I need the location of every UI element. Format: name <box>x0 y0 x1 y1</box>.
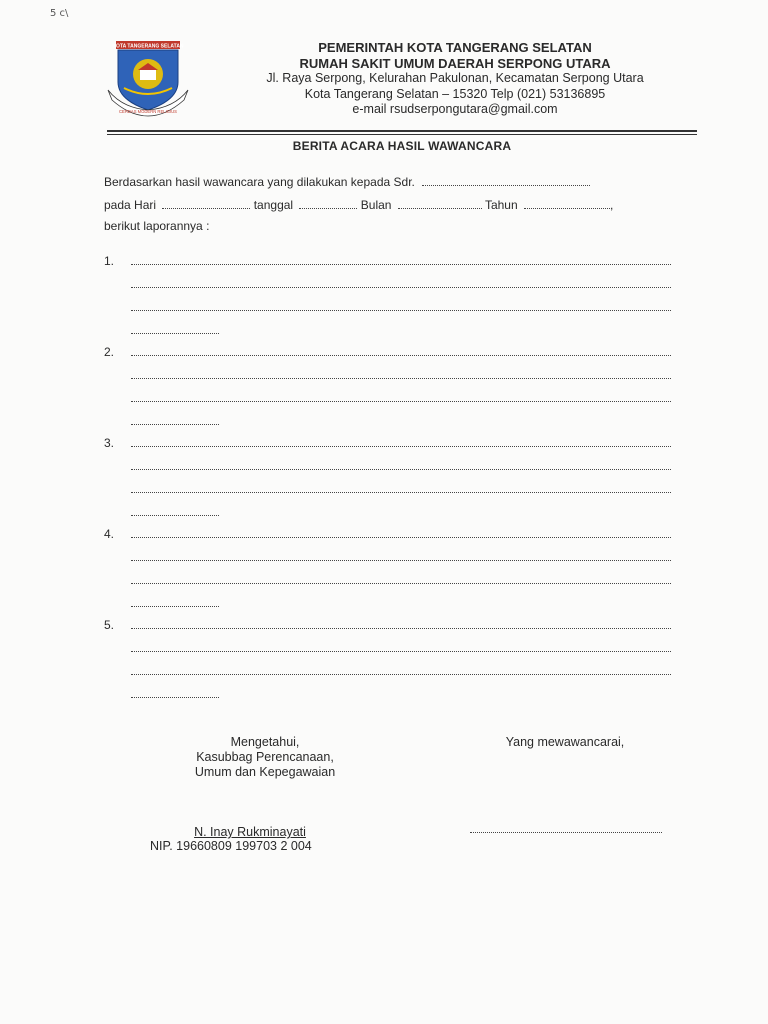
position-line-1: Kasubbag Perencanaan, <box>196 750 334 764</box>
header-divider-thin <box>107 134 697 135</box>
tahun-blank[interactable] <box>524 199 610 209</box>
item-2-line-1[interactable] <box>131 355 671 356</box>
item-1-line-3[interactable] <box>131 310 671 311</box>
interviewer-signature-blank[interactable] <box>470 832 662 833</box>
item-3-line-2[interactable] <box>131 469 671 470</box>
letterhead <box>210 40 700 118</box>
header-divider-thick <box>107 130 697 132</box>
svg-text:KOTA TANGERANG SELATAN: KOTA TANGERANG SELATAN <box>112 43 184 50</box>
position-line-2: Umum dan Kepegawaian <box>194 765 336 779</box>
item-5-line-2[interactable] <box>131 651 671 652</box>
acknowledged-label: Mengetahui, <box>230 735 300 749</box>
label-tanggal: tanggal <box>253 198 294 212</box>
item-number-1: 1. <box>104 254 115 268</box>
item-3-line-1[interactable] <box>131 446 671 447</box>
item-number-5: 5. <box>104 618 115 632</box>
item-1-line-1[interactable] <box>131 264 671 265</box>
bulan-blank[interactable] <box>398 199 482 209</box>
item-5-line-3[interactable] <box>131 674 671 675</box>
item-number-2: 2. <box>104 345 115 359</box>
intro-line <box>104 175 590 189</box>
item-5-line-1[interactable] <box>131 628 671 629</box>
header-city-phone: Kota Tangerang Selatan – 15320 Telp (021) 53136895 <box>304 86 606 101</box>
label-bulan: Bulan <box>360 198 392 212</box>
item-2-line-2[interactable] <box>131 378 671 379</box>
item-4-line-3[interactable] <box>131 583 671 584</box>
tanggal-blank[interactable] <box>299 199 357 209</box>
item-number-3: 3. <box>104 436 115 450</box>
item-3-line-3[interactable] <box>131 492 671 493</box>
signatory-name: N. Inay Rukminayati <box>194 825 306 839</box>
date-line-comma: , <box>610 198 614 212</box>
signatory-nip: NIP. 19660809 199703 2 004 <box>150 839 312 853</box>
item-4-line-1[interactable] <box>131 537 671 538</box>
item-2-line-4[interactable] <box>131 424 219 425</box>
label-hari: pada Hari <box>104 198 157 212</box>
label-tahun: Tahun <box>484 198 518 212</box>
header-address: Jl. Raya Serpong, Kelurahan Pakulonan, Kecamatan Serpong Utara <box>266 71 644 85</box>
header-email: e-mail rsudserpongutara@gmail.com <box>352 102 558 116</box>
name-blank[interactable] <box>422 176 590 186</box>
date-line <box>104 198 613 212</box>
item-1-line-4[interactable] <box>131 333 219 334</box>
header-hospital: RUMAH SAKIT UMUM DAERAH SERPONG UTARA <box>299 55 611 71</box>
item-5-line-4[interactable] <box>131 697 219 698</box>
item-4-line-4[interactable] <box>131 606 219 607</box>
interviewer-label: Yang mewawancarai, <box>505 735 625 749</box>
svg-text:CERDAS MODERN RELIGIUS: CERDAS MODERN RELIGIUS <box>119 109 177 114</box>
corner-handwritten-mark: 5 c\ <box>50 8 69 19</box>
item-1-line-2[interactable] <box>131 287 671 288</box>
header-government: PEMERINTAH KOTA TANGERANG SELATAN <box>318 40 592 55</box>
item-2-line-3[interactable] <box>131 401 671 402</box>
intro-text: Berdasarkan hasil wawancara yang dilakukan kepada Sdr. <box>104 175 415 189</box>
hari-blank[interactable] <box>162 199 250 209</box>
signature-block-interviewer <box>470 735 660 750</box>
signature-block-acknowledged <box>140 735 390 780</box>
item-4-line-2[interactable] <box>131 560 671 561</box>
item-number-4: 4. <box>104 527 115 541</box>
city-emblem-logo <box>102 38 194 118</box>
document-title: BERITA ACARA HASIL WAWANCARA <box>292 139 512 153</box>
report-intro: berikut laporannya : <box>104 219 210 233</box>
item-3-line-4[interactable] <box>131 515 219 516</box>
